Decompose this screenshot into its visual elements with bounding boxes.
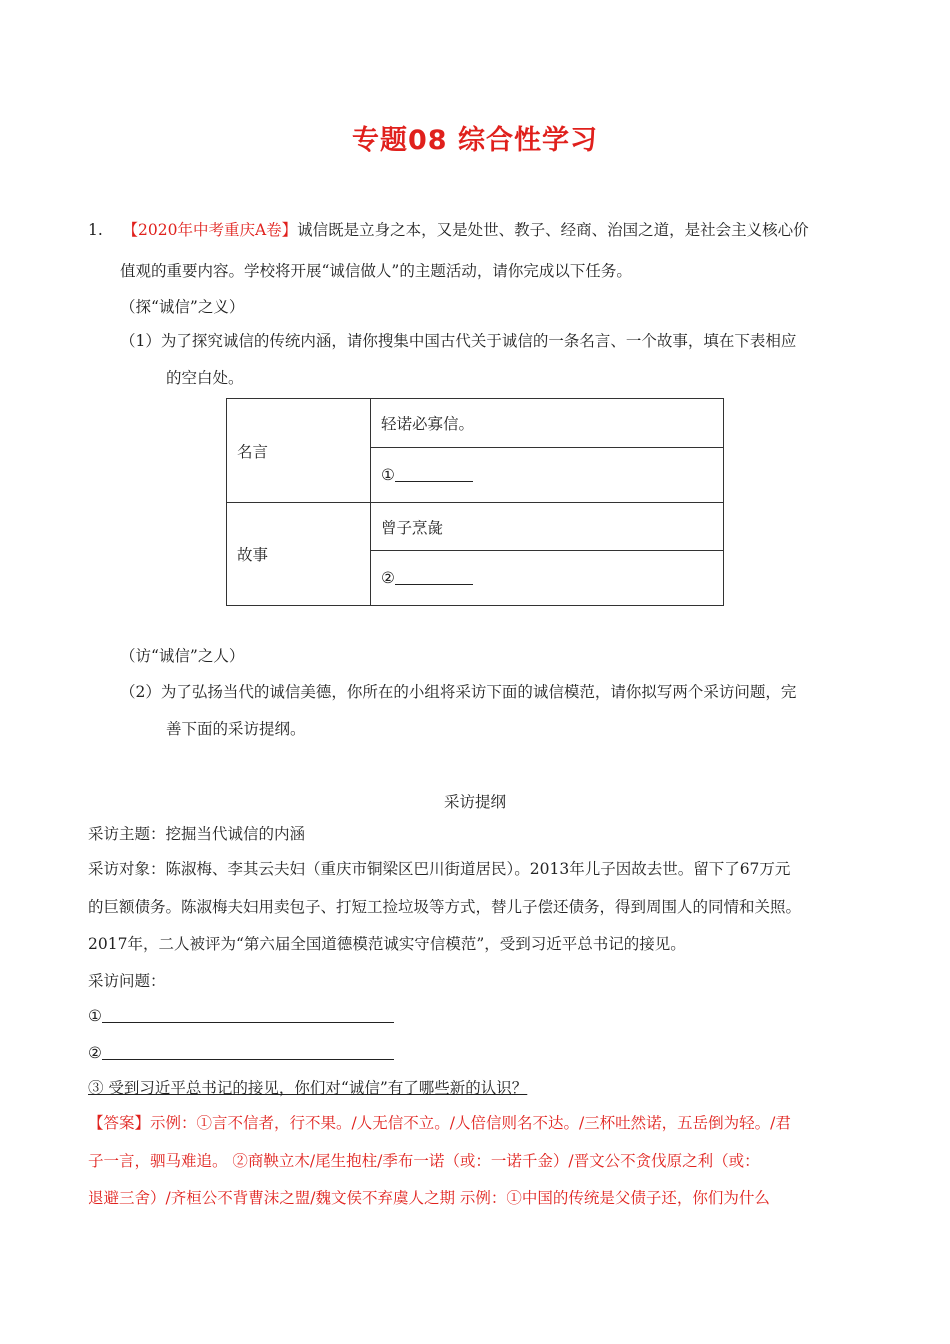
table-label-sayings: 名言 (227, 399, 371, 503)
interview-question-2 (88, 1042, 394, 1064)
interview-question-3: ③ 受到习近平总书记的接见，你们对“诚信”有了哪些新的认识？ (88, 1079, 528, 1097)
table-cell-story-2 (371, 551, 724, 606)
table-cell-saying-1: 轻诺必寡信。 (371, 399, 724, 448)
answer-text-a: 示例：①言不信者，行不果。/人无信不立。/人倍信则名不达。/三杯吐然诺，五岳倒为轻。/君 (150, 1114, 791, 1132)
blank-line-1 (395, 466, 473, 482)
task1-line-b: 的空白处。 (166, 369, 244, 387)
table-cell-saying-2 (371, 448, 724, 503)
question-line-1 (88, 219, 809, 241)
answer-line-b: 子一言，驷马难追。 ②商鞅立木/尾生抱柱/季布一诺（或：一诺千金）/晋文公不贪伐原之利（或： (88, 1152, 760, 1170)
outline-object-a: 采访对象：陈淑梅、李其云夫妇（重庆市铜梁区巴川街道居民）。2013年儿子因故去世。留下了67万元 (88, 860, 791, 878)
table-cell-story-1: 曾子烹彘 (371, 503, 724, 551)
answer-line-c: 退避三舍）/齐桓公不背曹沫之盟/魏文侯不弃虞人之期 示例：①中国的传统是父债子还，你们为什么 (88, 1189, 770, 1207)
task2-line-b: 善下面的采访提纲。 (166, 720, 306, 738)
question-source: 【2020年中考重庆A卷】 (122, 221, 298, 239)
interview-question-1 (88, 1005, 394, 1027)
questions-label: 采访问题： (88, 972, 166, 990)
blank-marker-2: ② (381, 569, 395, 587)
section-heading-2: （访“诚信”之人） (120, 647, 245, 665)
question-number: 1. (88, 221, 103, 239)
task1-line-a: （1）为了探究诚信的传统内涵，请你搜集中国古代关于诚信的一条名言、一个故事，填在下表相应 (120, 332, 797, 350)
task2-line-a: （2）为了弘扬当代的诚信美德，你所在的小组将采访下面的诚信模范，请你拟写两个采访问题，完 (120, 683, 797, 701)
section-heading-1: （探“诚信”之义） (120, 298, 245, 316)
outline-object-c: 2017年，二人被评为“第六届全国道德模范诚实守信模范”，受到习近平总书记的接见。 (88, 935, 686, 953)
sayings-stories-table (226, 398, 724, 606)
question-1-blank (102, 1007, 394, 1023)
blank-line-2 (395, 569, 473, 585)
question-2-marker: ② (88, 1044, 102, 1062)
answer-line-a (88, 1112, 791, 1134)
question-intro-a: 诚信既是立身之本，又是处世、教子、经商、治国之道，是社会主义核心价 (297, 221, 809, 239)
question-1-marker: ① (88, 1007, 102, 1025)
page-title: 专题08 综合性学习 (352, 125, 598, 156)
table-label-stories: 故事 (227, 503, 371, 606)
answer-label: 【答案】 (88, 1114, 151, 1132)
blank-marker-1: ① (381, 466, 395, 484)
outline-topic: 采访主题：挖掘当代诚信的内涵 (88, 825, 306, 843)
question-2-blank (102, 1044, 394, 1060)
outline-title: 采访提纲 (443, 793, 506, 811)
outline-object-b: 的巨额债务。陈淑梅夫妇用卖包子、打短工捡垃圾等方式，替儿子偿还债务，得到周围人的同情和关照。 (88, 898, 802, 916)
question-intro-b: 值观的重要内容。学校将开展“诚信做人”的主题活动，请你完成以下任务。 (120, 262, 632, 280)
